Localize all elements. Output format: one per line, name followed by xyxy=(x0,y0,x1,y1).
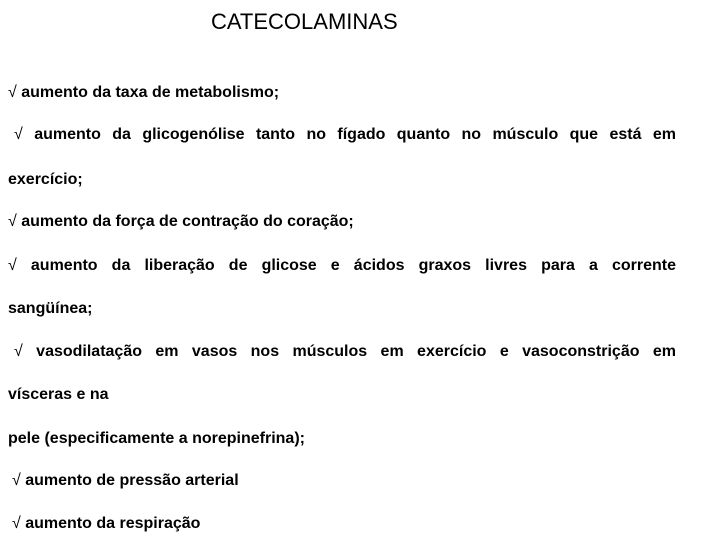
continuation-line-9 xyxy=(8,429,305,449)
check-icon: √ xyxy=(14,126,23,143)
bullet-line-10 xyxy=(12,471,239,491)
check-icon: √ xyxy=(8,257,17,274)
bullet-text-5: aumento da liberação de glicose e ácidos graxos livres para a corrente xyxy=(30,257,676,274)
bullet-line-7 xyxy=(14,342,676,362)
bullet-text-1: aumento da taxa de metabolismo; xyxy=(21,84,280,101)
bullet-line-1 xyxy=(8,83,279,103)
bullet-line-4 xyxy=(8,212,354,232)
bullet-text-2: aumento da glicogenólise tanto no fígado quanto no músculo que está em xyxy=(34,126,677,143)
continuation-text-9: pele (especificamente a norepinefrina); xyxy=(8,430,305,447)
bullet-text-11: aumento da respiração xyxy=(25,515,201,532)
bullet-text-7: vasodilatação em vasos nos músculos em exercício e vasoconstrição em xyxy=(36,343,676,360)
continuation-text-3: exercício; xyxy=(8,171,83,188)
bullet-text-4: aumento da força de contração do coração; xyxy=(21,213,354,230)
check-icon: √ xyxy=(8,84,17,101)
bullet-line-5 xyxy=(8,256,676,276)
continuation-text-8: vísceras e na xyxy=(8,386,109,403)
bullet-text-10: aumento de pressão arterial xyxy=(25,472,239,489)
check-icon: √ xyxy=(14,343,23,360)
slide-title: CATECOLAMINAS xyxy=(211,9,398,34)
bullet-line-2 xyxy=(14,125,676,145)
continuation-text-6: sangüínea; xyxy=(8,300,93,317)
bullet-line-11 xyxy=(12,514,200,534)
check-icon: √ xyxy=(12,472,21,489)
check-icon: √ xyxy=(12,515,21,532)
continuation-line-6 xyxy=(8,299,92,319)
continuation-line-3 xyxy=(8,170,83,190)
check-icon: √ xyxy=(8,213,17,230)
continuation-line-8 xyxy=(8,385,109,405)
